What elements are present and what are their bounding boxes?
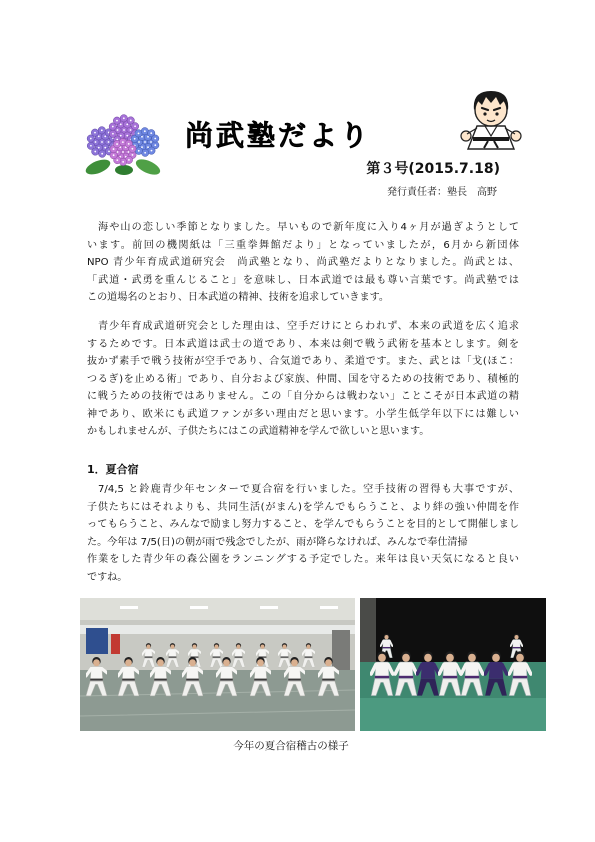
wall-banner: [86, 628, 108, 654]
floret-center: [117, 151, 119, 153]
floret-center: [101, 129, 103, 131]
floret-center: [144, 152, 146, 154]
floret-center: [122, 151, 124, 153]
floret-center: [154, 138, 156, 140]
floret-center: [101, 141, 103, 143]
paragraph-line: 子供たちにはそれよりも、共同生活(がまん)を学んでもらうこと、より絆の強い仲間を作: [87, 501, 519, 513]
floret-center: [141, 136, 143, 138]
floret-center: [90, 138, 92, 140]
section-heading-summer-camp: 1．夏合宿: [87, 463, 139, 476]
leaf: [84, 157, 112, 178]
ceiling-light: [320, 606, 338, 609]
floret-center: [134, 125, 136, 127]
floret-center: [123, 129, 125, 131]
floret-center: [131, 148, 133, 150]
publisher-line: 発行責任者：塾長 高野: [387, 187, 497, 198]
floret-center: [104, 147, 106, 149]
paragraph-line: この道場名のとおり、日本武道の精神、技術を追求していきます。: [87, 292, 390, 303]
floret-center: [112, 133, 114, 135]
paragraph-line: NPO 青少年育成武道研究会 尚武塾となり、尚武塾だよりとなりました。尚武とは、: [87, 257, 519, 268]
floret-center: [108, 141, 110, 143]
floret-center: [123, 117, 125, 119]
paragraph-line: かもしれませんが、子供たちにはこの武道精神を学んで欲しいと思います。: [87, 426, 430, 437]
floret-center: [138, 150, 140, 152]
gym-door: [332, 630, 350, 670]
paragraph-line: 7/4,5 と鈴鹿青少年センターで夏合宿を行いました。空手技術の習得も大事ですが、: [98, 484, 519, 495]
hydrangea-icon: [84, 112, 162, 178]
floret-center: [94, 151, 96, 153]
floret-center: [113, 154, 115, 156]
paragraph-line: に戦うための技術ではありません。この「自分からは戦わない」ことこそが日本武道の精: [87, 391, 519, 402]
floret-center: [144, 141, 146, 143]
side-wall: [360, 598, 376, 662]
gym-floor: [80, 670, 355, 731]
black-belt: [473, 137, 509, 141]
floret-center: [116, 120, 118, 122]
floret-center: [98, 135, 100, 137]
floret-center: [108, 150, 110, 152]
floret-center: [138, 141, 140, 143]
paragraph-line: 抜かず素手で戦う技術が空手であり、合気道であり、柔道です。また、武とは「戈(ほこ：: [87, 356, 519, 367]
ceiling-light: [260, 606, 278, 609]
paragraph-line: 神であり、欧米にも武道ファンが多い理由だと思います。小学生低学年以下には難しい: [87, 408, 519, 420]
hydrangea-floret: [131, 123, 138, 130]
paragraph-line: するためです。日本武道は武士の道であり、本来は剣で戦う武術を基本とします。剣を: [87, 338, 519, 350]
hydrangea-floret: [113, 117, 120, 124]
floret-center: [130, 129, 132, 131]
floret-center: [120, 123, 122, 125]
floret-center: [128, 143, 130, 145]
paragraph-line: ってもらうこと、みんなで励まし努力すること、を学んでもらうことを目的として開催しまし: [87, 519, 519, 530]
floret-center: [116, 143, 118, 145]
floret-center: [154, 144, 156, 146]
floret-center: [94, 132, 96, 134]
hydrangea-floret: [120, 115, 127, 122]
newsletter-title: 尚武塾だより: [185, 119, 372, 152]
paragraph-line: います。前回の機関紙は「三重拳舞館だより」となっていましたが，6月から新団体: [87, 239, 519, 251]
hydrangea-floret: [152, 135, 159, 142]
summer-camp-paragraph: [87, 481, 519, 586]
floret-center: [128, 151, 130, 153]
floret-center: [112, 126, 114, 128]
floret-center: [144, 130, 146, 132]
floret-center: [147, 146, 149, 148]
floret-center: [95, 141, 97, 143]
photo-caption: 今年の夏合宿稽古の様子: [233, 740, 349, 752]
hydrangea-flowers: [87, 115, 159, 166]
floret-center: [116, 159, 118, 161]
floret-center: [151, 150, 153, 152]
left-eye: [483, 112, 486, 115]
floret-center: [117, 129, 119, 131]
floret-center: [138, 132, 140, 134]
floret-center: [132, 154, 134, 156]
floret-center: [90, 145, 92, 147]
floret-center: [134, 138, 136, 140]
floret-center: [150, 132, 152, 134]
paragraph-line: 作業をした青少年の森公園をランニングする予定でした。来年は良い天気になると良い: [87, 554, 519, 565]
floret-center: [113, 148, 115, 150]
photo-gym-practice: [80, 598, 355, 731]
floret-center: [130, 120, 132, 122]
floret-center: [122, 141, 124, 143]
right-eye: [495, 112, 498, 115]
floret-center: [120, 135, 122, 137]
hydrangea-floret: [129, 145, 136, 152]
floret-center: [104, 135, 106, 137]
hydrangea-floret: [98, 150, 105, 157]
ceiling-light: [120, 606, 138, 609]
hydrangea-floret: [87, 142, 94, 149]
floret-center: [150, 141, 152, 143]
leaf: [134, 156, 162, 178]
floret-center: [147, 136, 149, 138]
floor-highlight: [360, 698, 546, 731]
paragraph-line: た。今年は 7/5(日)の朝が雨で残念でしたが、雨が降らなければ、みんなで奉仕清掃: [87, 536, 468, 548]
floret-center: [141, 146, 143, 148]
reason-paragraph: [87, 318, 519, 441]
paragraph-line: 「武道・武勇を重んじること」を意味し、日本武道では最も尊い言葉です。尚武塾では: [87, 274, 519, 286]
floret-center: [122, 161, 124, 163]
photo-stage-practice: [360, 598, 546, 731]
floret-center: [126, 135, 128, 137]
floret-center: [98, 147, 100, 149]
issue-number-date: 第３号(2015.7.18): [366, 161, 500, 177]
floret-center: [101, 153, 103, 155]
intro-paragraph: [87, 219, 519, 307]
hydrangea-floret: [109, 130, 116, 137]
karate-boy-icon: [455, 86, 527, 152]
paragraph-line: ですね。: [87, 571, 128, 583]
window-band: [80, 625, 355, 634]
hydrangea-floret: [91, 129, 98, 136]
paragraph-line: つるぎ)を止める術」であり、自分および家族、仲間、国を守るための技術であり、積極的: [87, 373, 519, 385]
floret-center: [126, 123, 128, 125]
paragraph-line: 青少年育成武道研究会とした理由は、空手だけにとらわれず、本来の武道を広く追求: [98, 321, 519, 332]
wall-flag: [111, 634, 120, 654]
hydrangea-floret: [98, 127, 105, 134]
ceiling-light: [190, 606, 208, 609]
paragraph-line: 海や山の恋しい季節となりました。早いもので新年度に入り4ヶ月が過ぎようとして: [98, 222, 519, 233]
leaf: [115, 165, 133, 175]
floret-center: [128, 159, 130, 161]
